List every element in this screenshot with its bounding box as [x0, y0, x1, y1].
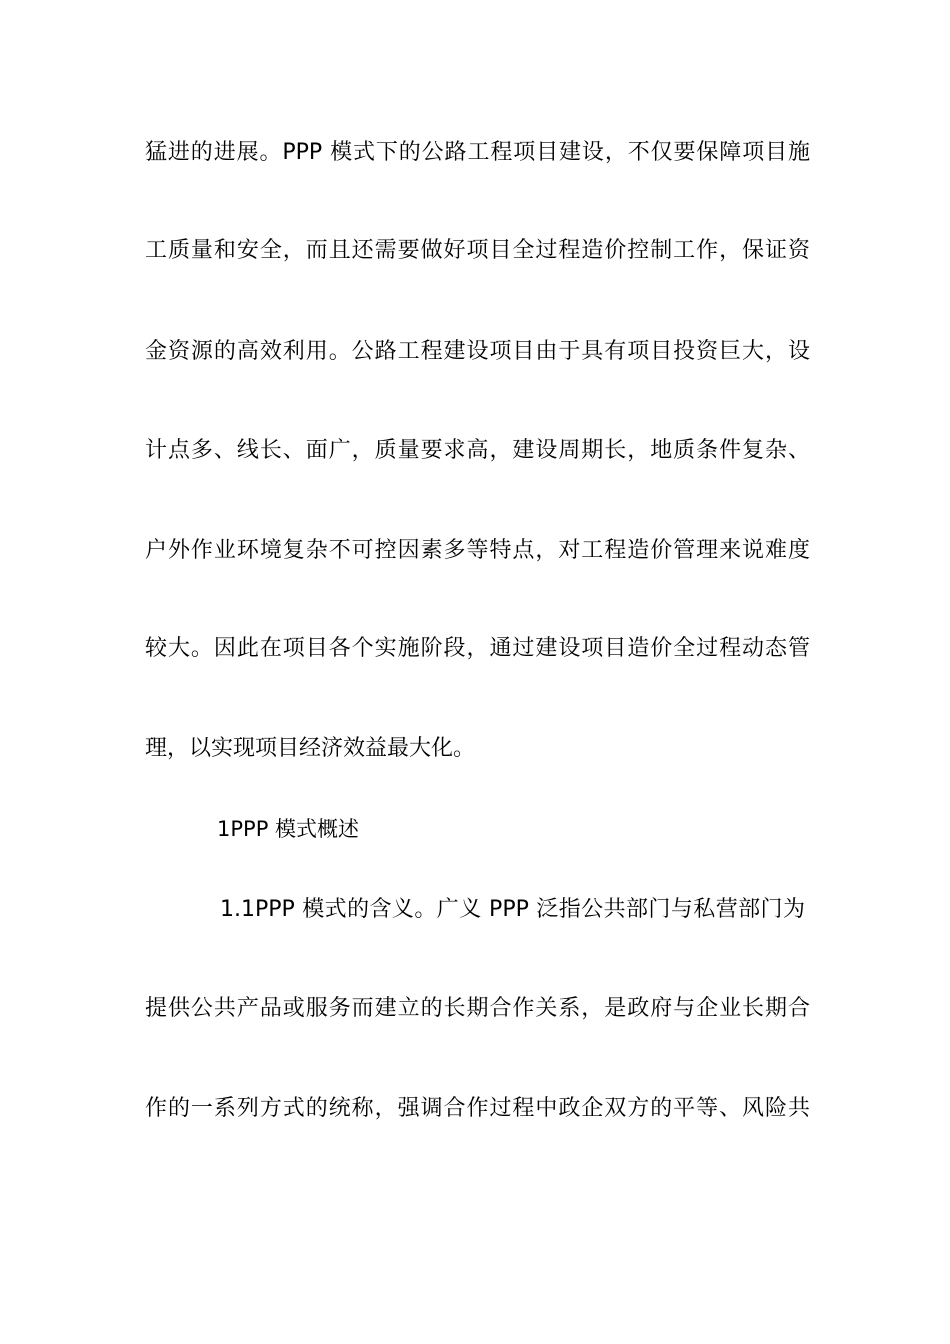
paragraph-1-line-1: 猛进的进展。PPP 模式下的公路工程项目建设，不仅要保障项目施 [145, 140, 810, 165]
paragraph-2-line-2: 提供公共产品或服务而建立的长期合作关系，是政府与企业长期合 [145, 996, 810, 1021]
paragraph-1-line-4: 计点多、线长、面广，质量要求高，建设周期长，地质条件复杂、 [145, 438, 810, 463]
paragraph-1-line-7: 理，以实现项目经济效益最大化。 [145, 736, 476, 761]
section-heading: 1PPP 模式概述 [217, 817, 360, 841]
paragraph-2-line-3: 作的一系列方式的统称，强调合作过程中政企双方的平等、风险共 [145, 1096, 810, 1121]
paragraph-1-line-6: 较大。因此在项目各个实施阶段，通过建设项目造价全过程动态管 [145, 636, 810, 661]
paragraph-1-line-5: 户外作业环境复杂不可控因素多等特点，对工程造价管理来说难度 [145, 538, 810, 563]
paragraph-1-line-3: 金资源的高效利用。公路工程建设项目由于具有项目投资巨大，设 [145, 339, 810, 364]
paragraph-1-line-2: 工质量和安全，而且还需要做好项目全过程造价控制工作，保证资 [145, 238, 810, 263]
paragraph-2-line-1: 1.1PPP 模式的含义。广义 PPP 泛指公共部门与私营部门为 [220, 897, 805, 922]
